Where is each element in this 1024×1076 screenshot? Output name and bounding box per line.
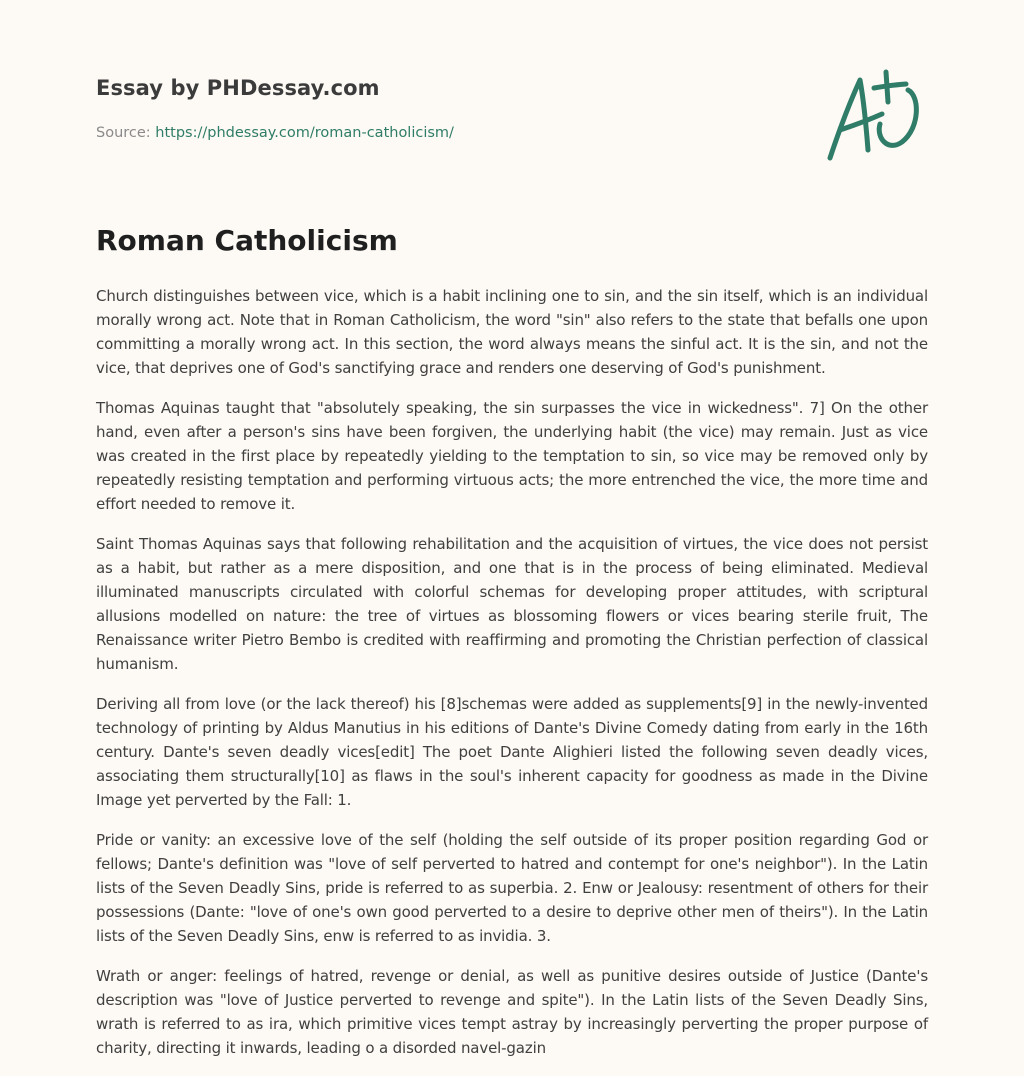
essay-paragraph: Thomas Aquinas taught that "absolutely speaking, the sin surpasses the vice in wickedness". 7] On the other hand, even after a person's sins have been forgiven, the underlying habit (the vice) may remain. Just as vice was created in the first place by repeatedly yielding to the temptation to sin, so vice may be removed only by repeatedly resisting temptation and performing virtuous acts; the more entrenched the vice, the more time and effort needed to remove it. xyxy=(96,399,928,513)
essay-paragraph: Pride or vanity: an excessive love of the self (holding the self outside of its proper position regarding God or fellows; Dante's definition was "love of self perverted to hatred and contempt for one's neighbor"). In the Latin lists of the Seven Deadly Sins, pride is referred to as superbia. 2. Enw or Jealousy: resentment of others for their possessions (Dante: "love of one's own good perverted to a desire to deprive other men of theirs"). In the Latin lists of the Seven Deadly Sins, enw is referred to as invidia. 3. xyxy=(96,831,928,945)
essay-paragraph: Wrath or anger: feelings of hatred, revenge or denial, as well as punitive desires outside of Justice (Dante's description was "love of Justice perverted to revenge and spite"). In the Latin lists of the Seven Deadly Sins, wrath is referred to as ira, which primitive vices tempt astray by increasingly perverting the proper purpose of charity, directing it inwards, leading o a disorded navel-gazin xyxy=(96,967,928,1057)
source-line xyxy=(96,125,454,141)
page-header xyxy=(96,76,936,141)
essay-paragraph: Deriving all from love (or the lack thereof) his [8]schemas were added as supplements[9] in the newly-invented technology of printing by Aldus Manutius in his editions of Dante's Divine Comedy dating from early in the 16th century. Dante's seven deadly vices[edit] The poet Dante Alighieri listed the following seven deadly vices, associating them structurally[10] as flaws in the soul's inherent capacity for goodness as made in the Divine Image yet perverted by the Fall: 1. xyxy=(96,695,928,809)
essay-body xyxy=(96,284,928,1076)
source-label: Source: xyxy=(96,125,156,141)
site-brand: Essay by PHDessay.com xyxy=(96,76,380,100)
essay-paragraph: Saint Thomas Aquinas says that following rehabilitation and the acquisition of virtues, the vice does not persist as a habit, but rather as a mere disposition, and one that is in the process of being eliminated. Medieval illuminated manuscripts circulated with colorful schemas for developing proper attitudes, with scriptural allusions modelled on nature: the tree of virtues as blossoming flowers or vices bearing sterile fruit, The Renaissance writer Pietro Bembo is credited with reaffirming and promoting the Christian perfection of classical humanism. xyxy=(96,535,928,673)
source-link[interactable]: https://phdessay.com/roman-catholicism/ xyxy=(155,125,454,141)
a-plus-grade-icon xyxy=(820,68,930,164)
essay-paragraph: Church distinguishes between vice, which is a habit inclining one to sin, and the sin itself, which is an individual morally wrong act. Note that in Roman Catholicism, the word "sin" also refers to the state that befalls one upon committing a morally wrong act. In this section, the word always means the sinful act. It is the sin, and not the vice, that deprives one of God's sanctifying grace and renders one deserving of God's punishment. xyxy=(96,287,928,377)
essay-title: Roman Catholicism xyxy=(96,224,398,257)
